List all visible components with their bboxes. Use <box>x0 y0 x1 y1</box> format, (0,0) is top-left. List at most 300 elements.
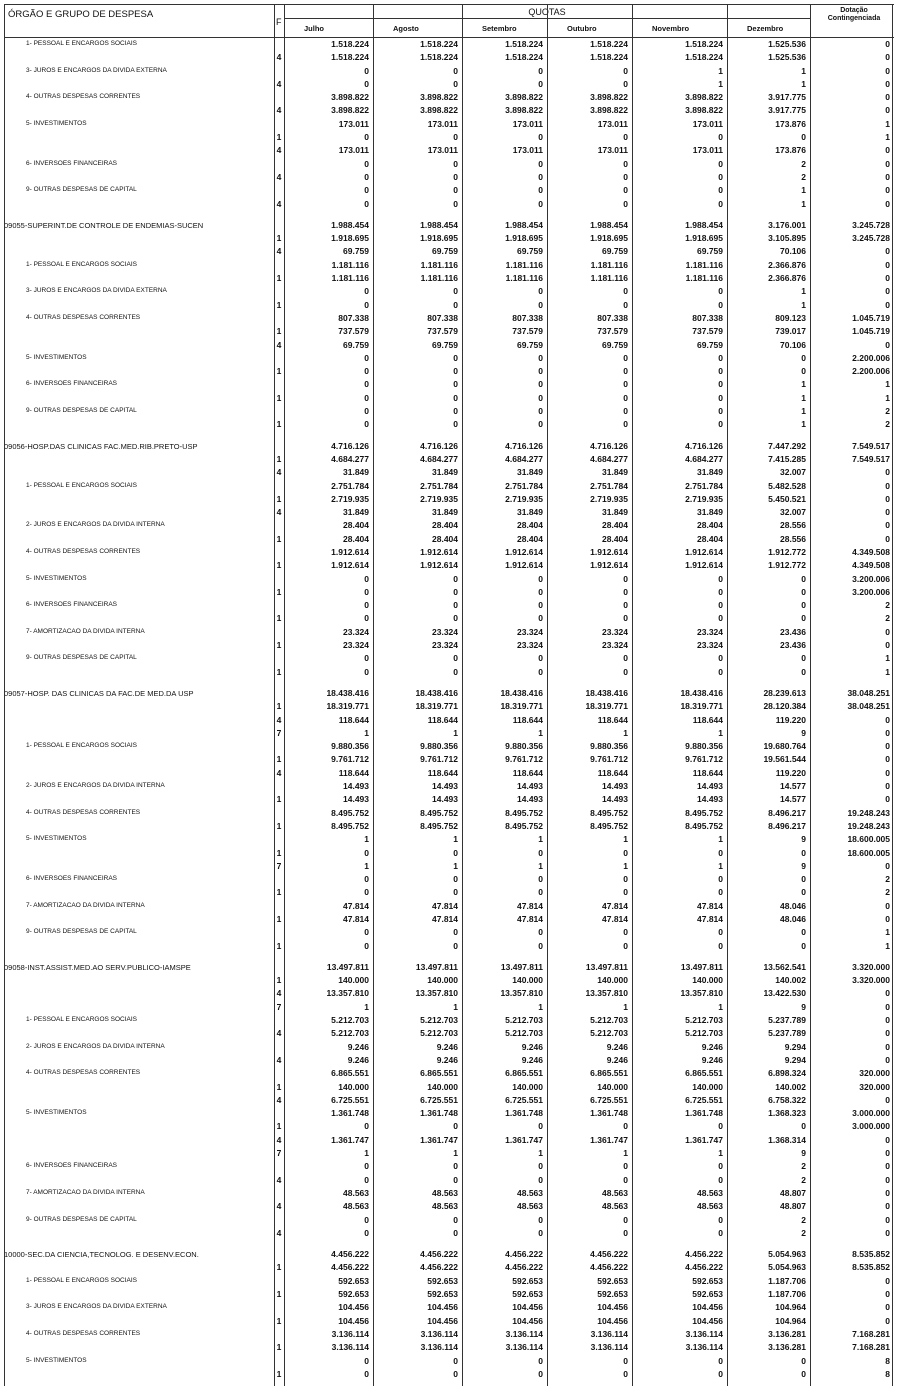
quota-cell: 1.912.772 <box>768 560 806 571</box>
quota-cell: 28.120.384 <box>763 701 806 712</box>
table-row <box>4 847 894 860</box>
dotacao-cell: 0 <box>885 1302 890 1313</box>
quota-cell: 14.493 <box>517 781 543 792</box>
quota-cell: 0 <box>453 78 458 89</box>
quota-cell: 4.684.277 <box>331 453 369 464</box>
quota-cell: 0 <box>453 874 458 885</box>
quota-cell: 1 <box>718 1001 723 1012</box>
quota-cell: 0 <box>453 65 458 76</box>
table-row <box>4 714 894 727</box>
quota-cell: 3.136.114 <box>505 1328 543 1339</box>
dotacao-cell: 0 <box>885 1041 890 1052</box>
quota-cell: 9 <box>801 834 806 845</box>
quota-cell: 13.497.811 <box>585 961 628 972</box>
dotacao-cell: 3.000.000 <box>852 1121 890 1132</box>
dotacao-cell: 0 <box>885 198 890 209</box>
quota-cell: 4.716.126 <box>420 440 458 451</box>
table-row <box>4 51 894 64</box>
dotacao-cell: 0 <box>885 754 890 765</box>
quota-cell: 0 <box>718 1161 723 1172</box>
dotacao-cell: 3.000.000 <box>852 1108 890 1119</box>
quota-cell: 6.725.551 <box>685 1094 723 1105</box>
quota-cell: 48.563 <box>697 1201 723 1212</box>
quota-cell: 0 <box>718 1174 723 1185</box>
quota-cell: 5.212.703 <box>685 1015 723 1026</box>
quota-cell: 31.849 <box>697 467 723 478</box>
quota-cell: 0 <box>364 132 369 143</box>
column-divider <box>547 4 548 1386</box>
quota-cell: 173.011 <box>338 118 369 129</box>
quota-cell: 104.456 <box>597 1302 628 1313</box>
quota-cell: 32.007 <box>780 507 806 518</box>
quota-cell: 2.719.935 <box>505 493 543 504</box>
dotacao-cell: 18.600.005 <box>847 834 890 845</box>
quota-cell: 48.563 <box>602 1201 628 1212</box>
quota-cell: 173.011 <box>692 118 723 129</box>
row-label: 09058-INST.ASSIST.MED.AO SERV.PUBLICO-IAMSPE <box>4 962 191 972</box>
quota-cell: 104.456 <box>427 1302 458 1313</box>
table-row <box>4 1315 894 1328</box>
quota-cell: 47.814 <box>432 900 458 911</box>
quota-cell: 0 <box>538 406 543 417</box>
quota-cell: 5.054.963 <box>768 1249 806 1260</box>
fonte-cell: 1 <box>276 613 282 624</box>
row-label: 1- PESSOAL E ENCARGOS SOCIAIS <box>26 481 138 489</box>
quota-cell: 1 <box>801 392 806 403</box>
quota-cell: 173.876 <box>775 118 806 129</box>
quota-cell: 0 <box>364 352 369 363</box>
quota-cell: 3.898.822 <box>331 105 369 116</box>
quota-cell: 0 <box>623 78 628 89</box>
quota-cell: 31.849 <box>697 507 723 518</box>
quota-cell: 592.653 <box>597 1289 628 1300</box>
quota-cell: 1.912.614 <box>685 546 723 557</box>
dotacao-cell: 0 <box>885 1315 890 1326</box>
table-row <box>4 1341 894 1354</box>
row-label: 3- JUROS E ENCARGOS DA DIVIDA EXTERNA <box>26 66 167 74</box>
dotacao-cell: 18.600.005 <box>847 847 890 858</box>
row-label: 7- AMORTIZACAO DA DIVIDA INTERNA <box>26 627 145 635</box>
row-label: 09055-SUPERINT.DE CONTROLE DE ENDEMIAS-SUCEN <box>4 220 204 230</box>
quota-cell: 0 <box>718 352 723 363</box>
quota-cell: 0 <box>623 847 628 858</box>
fonte-cell: 4 <box>276 1174 282 1185</box>
fonte-cell: 1 <box>276 299 282 310</box>
quota-cell: 13.357.810 <box>326 988 369 999</box>
quota-cell: 1.525.536 <box>768 52 806 63</box>
quota-cell: 0 <box>453 406 458 417</box>
quota-cell: 0 <box>623 600 628 611</box>
quota-cell: 9.246 <box>436 1054 458 1065</box>
quota-cell: 47.814 <box>517 900 543 911</box>
table-row <box>4 352 894 365</box>
quota-cell: 1 <box>453 834 458 845</box>
quota-cell: 8.495.752 <box>685 820 723 831</box>
fonte-cell: 1 <box>276 392 282 403</box>
quota-cell: 1 <box>801 78 806 89</box>
quota-cell: 31.849 <box>517 507 543 518</box>
dotacao-cell: 38.048.251 <box>847 687 890 698</box>
row-label: 5- INVESTIMENTOS <box>26 1109 87 1117</box>
dotacao-cell: 0 <box>885 860 890 871</box>
table-row <box>4 144 894 157</box>
dotacao-cell: 0 <box>885 640 890 651</box>
dotacao-cell: 3.320.000 <box>852 975 890 986</box>
table-row <box>4 91 894 104</box>
month-header-agosto: Agosto <box>393 24 419 33</box>
row-label: 9- OUTRAS DESPESAS DE CAPITAL <box>26 928 137 936</box>
dotacao-cell: 0 <box>885 741 890 752</box>
quota-cell: 0 <box>453 887 458 898</box>
fonte-cell: 7 <box>276 1148 282 1159</box>
quota-cell: 1.525.536 <box>768 39 806 49</box>
quota-cell: 118.644 <box>338 714 369 725</box>
quota-cell: 0 <box>453 586 458 597</box>
table-row <box>4 1081 894 1094</box>
quota-cell: 592.653 <box>338 1289 369 1300</box>
quota-cell: 9.246 <box>701 1041 723 1052</box>
quota-cell: 2.751.784 <box>420 480 458 491</box>
quota-cell: 0 <box>364 573 369 584</box>
quota-cell: 8.495.752 <box>590 820 628 831</box>
quota-cell: 0 <box>538 927 543 938</box>
quota-cell: 47.814 <box>343 900 369 911</box>
quota-cell: 9.880.356 <box>331 741 369 752</box>
table-row <box>4 1160 894 1173</box>
quota-cell: 0 <box>538 1121 543 1132</box>
quota-cell: 173.011 <box>512 118 543 129</box>
quota-cell: 0 <box>801 1121 806 1132</box>
quota-cell: 1.918.695 <box>685 233 723 244</box>
quota-cell: 2.366.876 <box>768 259 806 270</box>
quota-cell: 4.684.277 <box>685 453 723 464</box>
dotacao-cell: 0 <box>885 714 890 725</box>
quota-cell: 6.725.551 <box>505 1094 543 1105</box>
table-row <box>4 833 894 846</box>
quota-cell: 3.917.775 <box>768 105 806 116</box>
quota-cell: 118.644 <box>512 714 543 725</box>
quota-cell: 32.007 <box>780 467 806 478</box>
quota-cell: 23.324 <box>697 640 723 651</box>
quota-cell: 18.319.771 <box>500 701 543 712</box>
dotacao-cell: 1 <box>885 653 890 664</box>
quota-cell: 5.212.703 <box>420 1028 458 1039</box>
quota-cell: 1 <box>718 727 723 738</box>
table-row <box>4 1368 894 1381</box>
table-row <box>4 1200 894 1213</box>
quota-cell: 0 <box>623 586 628 597</box>
dotacao-cell: 2 <box>885 874 890 885</box>
column-divider <box>373 4 374 1386</box>
quota-cell: 0 <box>623 940 628 951</box>
quota-cell: 4.716.126 <box>505 440 543 451</box>
quota-cell: 9.880.356 <box>590 741 628 752</box>
quota-cell: 0 <box>364 392 369 403</box>
quota-cell: 1.918.695 <box>420 233 458 244</box>
quota-cell: 1.912.614 <box>331 560 369 571</box>
fonte-cell: 4 <box>276 1227 282 1238</box>
quota-cell: 14.493 <box>602 794 628 805</box>
quota-cell: 0 <box>718 1355 723 1366</box>
quota-cell: 8.495.752 <box>505 820 543 831</box>
quota-cell: 5.237.789 <box>768 1028 806 1039</box>
quota-cell: 47.814 <box>602 900 628 911</box>
table-row <box>4 38 894 51</box>
table-row <box>4 480 894 493</box>
quota-cell: 0 <box>538 847 543 858</box>
quota-cell: 0 <box>538 198 543 209</box>
quota-cell: 0 <box>453 366 458 377</box>
quota-cell: 14.493 <box>602 781 628 792</box>
quota-cell: 1.518.224 <box>685 39 723 49</box>
table-row <box>4 1301 894 1314</box>
quota-cell: 1.988.454 <box>590 219 628 230</box>
quota-cell: 9.246 <box>606 1041 628 1052</box>
quota-cell: 13.357.810 <box>415 988 458 999</box>
row-label: 4- OUTRAS DESPESAS CORRENTES <box>26 1069 141 1077</box>
dotacao-cell: 7.168.281 <box>852 1328 890 1339</box>
dotacao-cell: 320.000 <box>859 1068 890 1079</box>
quota-cell: 1 <box>623 860 628 871</box>
quota-cell: 0 <box>801 666 806 677</box>
quota-cell: 1.912.614 <box>505 560 543 571</box>
dotacao-cell: 0 <box>885 1148 890 1159</box>
quota-cell: 1.187.706 <box>768 1275 806 1286</box>
quota-cell: 48.563 <box>517 1187 543 1198</box>
quota-cell: 1.368.323 <box>768 1108 806 1119</box>
table-row <box>4 767 894 780</box>
quota-cell: 28.404 <box>343 520 369 531</box>
quota-cell: 140.000 <box>692 1081 723 1092</box>
quota-cell: 104.456 <box>692 1302 723 1313</box>
quota-cell: 23.324 <box>602 626 628 637</box>
table-row <box>4 198 894 211</box>
fonte-cell: 1 <box>276 1289 282 1300</box>
fonte-cell: 1 <box>276 754 282 765</box>
quota-cell: 69.759 <box>343 339 369 350</box>
quota-cell: 70.106 <box>780 339 806 350</box>
quota-cell: 1.181.116 <box>331 259 369 270</box>
quota-cell: 18.438.416 <box>326 687 369 698</box>
quota-cell: 13.422.530 <box>763 988 806 999</box>
quota-cell: 6.865.551 <box>685 1068 723 1079</box>
column-divider <box>274 4 275 1386</box>
dotacao-cell: 0 <box>885 767 890 778</box>
quota-cell: 0 <box>538 1161 543 1172</box>
quota-cell: 1.361.748 <box>420 1108 458 1119</box>
row-label: 5- INVESTIMENTOS <box>26 119 87 127</box>
dotacao-cell: 2 <box>885 613 890 624</box>
quota-cell: 1.918.695 <box>505 233 543 244</box>
row-label: 4- OUTRAS DESPESAS CORRENTES <box>26 808 141 816</box>
quota-cell: 0 <box>538 1227 543 1238</box>
fonte-cell: 4 <box>276 145 282 156</box>
quotas-header: QUOTAS <box>284 7 810 19</box>
quota-cell: 5.212.703 <box>505 1028 543 1039</box>
dotacao-cell: 8.535.852 <box>852 1262 890 1273</box>
quota-cell: 0 <box>364 198 369 209</box>
quota-cell: 1 <box>801 185 806 196</box>
quota-cell: 1 <box>538 1148 543 1159</box>
quota-cell: 47.814 <box>697 914 723 924</box>
quota-cell: 4.456.222 <box>590 1249 628 1260</box>
quota-cell: 1.912.614 <box>505 546 543 557</box>
quota-cell: 1 <box>453 1148 458 1159</box>
quota-cell: 14.493 <box>343 794 369 805</box>
quota-cell: 18.438.416 <box>680 687 723 698</box>
quota-cell: 47.814 <box>697 900 723 911</box>
quota-cell: 0 <box>718 847 723 858</box>
fonte-cell: 4 <box>276 507 282 518</box>
quota-cell: 0 <box>364 1368 369 1379</box>
column-divider <box>810 4 811 1386</box>
fonte-cell: 4 <box>276 467 282 478</box>
quota-cell: 118.644 <box>427 767 458 778</box>
quota-cell: 1.181.116 <box>685 273 723 284</box>
dotacao-cell: 1.045.719 <box>852 326 890 337</box>
quota-cell: 47.814 <box>602 914 628 924</box>
dotacao-cell: 1 <box>885 392 890 403</box>
quota-cell: 0 <box>364 379 369 390</box>
quota-cell: 3.917.775 <box>768 92 806 103</box>
quota-cell: 0 <box>364 874 369 885</box>
quota-cell: 1 <box>623 1001 628 1012</box>
dotacao-cell: 8.535.852 <box>852 1249 890 1260</box>
fonte-cell: 7 <box>276 727 282 738</box>
quota-cell: 1.361.748 <box>590 1108 628 1119</box>
quota-cell: 9.246 <box>436 1041 458 1052</box>
quota-cell: 0 <box>538 586 543 597</box>
quota-cell: 173.011 <box>597 145 628 156</box>
quota-cell: 0 <box>718 198 723 209</box>
quota-cell: 69.759 <box>602 246 628 257</box>
quota-cell: 0 <box>623 1227 628 1238</box>
quota-cell: 18.438.416 <box>585 687 628 698</box>
dotacao-cell: 0 <box>885 52 890 63</box>
quota-cell: 4.716.126 <box>590 440 628 451</box>
dotacao-cell: 2 <box>885 600 890 611</box>
dotacao-cell: 0 <box>885 145 890 156</box>
quota-cell: 8.495.752 <box>420 807 458 818</box>
quota-cell: 1.518.224 <box>685 52 723 63</box>
quota-cell: 5.212.703 <box>420 1015 458 1026</box>
quota-cell: 1 <box>718 65 723 76</box>
quota-cell: 2 <box>801 171 806 182</box>
table-row <box>4 753 894 766</box>
quota-cell: 3.898.822 <box>420 105 458 116</box>
dotacao-cell: 0 <box>885 467 890 478</box>
quota-cell: 18.319.771 <box>415 701 458 712</box>
row-label: 9- OUTRAS DESPESAS DE CAPITAL <box>26 1215 137 1223</box>
quota-cell: 104.456 <box>597 1315 628 1326</box>
quota-cell: 1.988.454 <box>420 219 458 230</box>
row-label: 4- OUTRAS DESPESAS CORRENTES <box>26 1329 141 1337</box>
quota-cell: 5.212.703 <box>331 1015 369 1026</box>
dotacao-cell: 0 <box>885 480 890 491</box>
dotacao-cell: 0 <box>885 533 890 544</box>
quota-cell: 9.294 <box>784 1054 806 1065</box>
dotacao-cell: 1 <box>885 118 890 129</box>
quota-cell: 1 <box>718 834 723 845</box>
quota-cell: 28.239.613 <box>763 687 806 698</box>
quota-cell: 140.000 <box>597 1081 628 1092</box>
table-row <box>4 272 894 285</box>
dotacao-cell: 0 <box>885 1161 890 1172</box>
quota-cell: 6.898.324 <box>768 1068 806 1079</box>
dotacao-cell: 0 <box>885 273 890 284</box>
quota-cell: 5.054.963 <box>768 1262 806 1273</box>
quota-cell: 9.246 <box>347 1041 369 1052</box>
quota-cell: 3.136.114 <box>590 1328 628 1339</box>
dotacao-cell: 3.200.006 <box>852 573 890 584</box>
table-row <box>4 78 894 91</box>
quota-cell: 3.176.001 <box>768 219 806 230</box>
quota-cell: 0 <box>538 573 543 584</box>
table-row <box>4 365 894 378</box>
table-row <box>4 727 894 740</box>
quota-cell: 8.495.752 <box>685 807 723 818</box>
quota-cell: 6.865.551 <box>331 1068 369 1079</box>
fonte-cell: 4 <box>276 1201 282 1212</box>
dotacao-cell: 19.248.243 <box>847 820 890 831</box>
quota-cell: 3.136.114 <box>685 1328 723 1339</box>
table-row <box>4 392 894 405</box>
quota-cell: 9.761.712 <box>685 754 723 765</box>
quota-cell: 0 <box>623 874 628 885</box>
quota-cell: 0 <box>453 419 458 430</box>
quota-cell: 3.898.822 <box>505 92 543 103</box>
row-label: 09056-HOSP.DAS CLINICAS FAC.MED.RIB.PRETO-USP <box>4 441 198 451</box>
row-label: 1- PESSOAL E ENCARGOS SOCIAIS <box>26 1016 138 1024</box>
quota-cell: 0 <box>718 613 723 624</box>
row-label: 6- INVERSOES FINANCEIRAS <box>26 1162 118 1170</box>
quota-cell: 4.684.277 <box>505 453 543 464</box>
fonte-cell: 1 <box>276 366 282 377</box>
quota-cell: 0 <box>453 1214 458 1225</box>
quota-cell: 3.136.114 <box>420 1328 458 1339</box>
quota-cell: 2 <box>801 1227 806 1238</box>
fonte-cell: 4 <box>276 1028 282 1039</box>
fonte-cell: 4 <box>276 988 282 999</box>
quota-cell: 0 <box>718 887 723 898</box>
quota-cell: 140.002 <box>775 1081 806 1092</box>
quota-cell: 47.814 <box>432 914 458 924</box>
dotacao-cell: 1 <box>885 132 890 143</box>
quota-cell: 6.725.551 <box>331 1094 369 1105</box>
quota-cell: 0 <box>718 666 723 677</box>
quota-cell: 31.849 <box>602 507 628 518</box>
quota-cell: 3.898.822 <box>685 92 723 103</box>
quota-cell: 1.181.116 <box>420 273 458 284</box>
quota-cell: 31.849 <box>517 467 543 478</box>
quota-cell: 3.898.822 <box>590 105 628 116</box>
fonte-cell: 4 <box>276 714 282 725</box>
quota-cell: 4.456.222 <box>590 1262 628 1273</box>
dotacao-cell: 2 <box>885 406 890 417</box>
table-row <box>4 285 894 298</box>
quota-cell: 104.456 <box>338 1302 369 1313</box>
quota-cell: 28.404 <box>602 520 628 531</box>
quota-cell: 0 <box>718 366 723 377</box>
dotacao-cell: 0 <box>885 78 890 89</box>
quota-cell: 48.046 <box>780 914 806 924</box>
row-label: 7- AMORTIZACAO DA DIVIDA INTERNA <box>26 1188 145 1196</box>
table-row <box>4 626 894 639</box>
table-row <box>4 793 894 806</box>
quota-cell: 4.456.222 <box>505 1262 543 1273</box>
quota-cell: 2 <box>801 158 806 169</box>
quota-cell: 0 <box>453 132 458 143</box>
